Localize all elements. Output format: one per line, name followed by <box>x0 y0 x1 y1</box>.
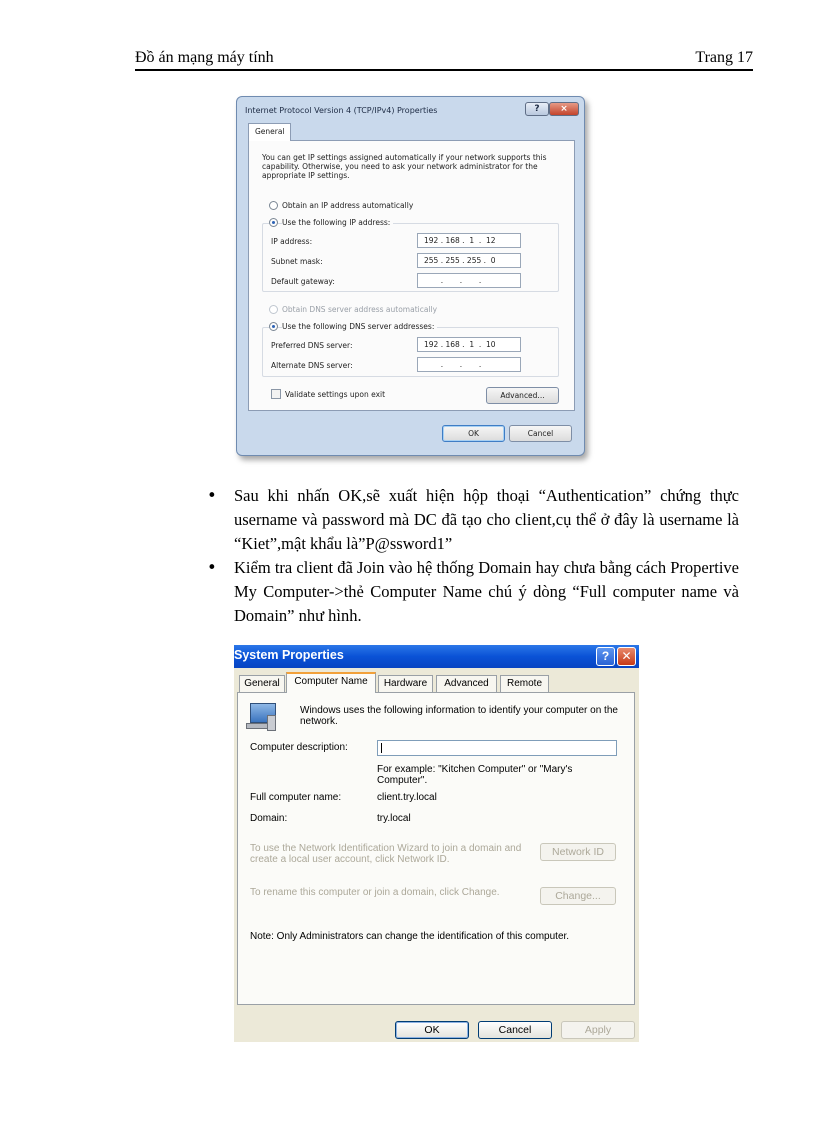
tab-general[interactable]: General <box>239 675 285 692</box>
alternate-dns-field[interactable]: . . . <box>417 357 521 372</box>
subnet-mask-field[interactable]: 255 . 255 . 255 . 0 <box>417 253 521 268</box>
tab-computer-name[interactable]: Computer Name <box>286 672 376 693</box>
tab-remote[interactable]: Remote <box>500 675 549 692</box>
close-icon: ✕ <box>621 649 632 663</box>
page-number: Trang 17 <box>695 49 753 66</box>
dialog-title: System Properties <box>234 648 344 662</box>
radio-ip-manual[interactable] <box>269 218 278 227</box>
dialog-title: Internet Protocol Version 4 (TCP/IPv4) Properties <box>245 106 438 115</box>
page-header <box>135 47 753 71</box>
system-properties-dialog <box>234 645 639 1042</box>
network-id-text: To use the Network Identification Wizard to join a domain and create a local user account, click Network ID. <box>250 843 522 865</box>
full-computer-name-value: client.try.local <box>377 792 437 803</box>
help-button[interactable] <box>525 102 549 116</box>
subnet-mask-label: Subnet mask: <box>271 257 323 266</box>
preferred-dns-label: Preferred DNS server: <box>271 341 353 350</box>
title-bar <box>234 645 639 668</box>
bullet-item-authentication: • Sau khi nhấn OK,sẽ xuất hiện hộp thoại “Authentication” chứng thực username và password mà DC đã tạo cho client,cụ thể ở đây là username là “Kiet”,mật khẩu là”P@ssword1” <box>205 484 739 556</box>
close-button[interactable] <box>549 102 579 116</box>
bullet-item-verify-domain: • Kiểm tra client đã Join vào hệ thống Domain hay chưa bằng cách Propertive My Computer->thẻ Computer Name chú ý dòng “Full computer name và Domain” như hình. <box>205 556 739 628</box>
text-caret <box>381 743 382 753</box>
keyboard-icon <box>246 723 268 729</box>
admin-note: Note: Only Administrators can change the identification of this computer. <box>250 931 570 942</box>
help-icon: ? <box>601 649 610 663</box>
domain-value: try.local <box>377 813 411 824</box>
radio-dns-auto-label: Obtain DNS server address automatically <box>282 305 438 314</box>
tab-advanced[interactable]: Advanced <box>436 675 497 692</box>
radio-dns-manual-label: Use the following DNS server addresses: <box>282 322 437 331</box>
computer-description-input[interactable] <box>377 740 617 756</box>
radio-dns-manual[interactable] <box>269 322 278 331</box>
radio-ip-manual-label: Use the following IP address: <box>282 218 393 227</box>
radio-ip-auto[interactable] <box>269 201 278 210</box>
close-icon: × <box>560 104 568 114</box>
header-title: Đồ án mạng máy tính <box>135 49 274 66</box>
ok-button[interactable]: OK <box>442 425 505 442</box>
preferred-dns-field[interactable]: 192 . 168 . 1 . 10 <box>417 337 521 352</box>
ip-address-label: IP address: <box>271 237 313 246</box>
validate-label: Validate settings upon exit <box>285 390 386 399</box>
bullet-list <box>205 484 739 628</box>
ok-button[interactable]: OK <box>395 1021 469 1039</box>
ipv4-properties-dialog <box>236 96 585 456</box>
rename-text: To rename this computer or join a domain, click Change. <box>250 887 500 898</box>
gateway-label: Default gateway: <box>271 277 335 286</box>
tower-icon <box>267 715 276 731</box>
example-text: For example: "Kitchen Computer" or "Mary's Computer". <box>377 764 573 786</box>
help-icon: ? <box>534 104 540 114</box>
computer-description-label: Computer description: <box>250 742 348 753</box>
radio-dns-auto[interactable] <box>269 305 278 314</box>
cancel-button[interactable]: Cancel <box>478 1021 552 1039</box>
network-id-button[interactable]: Network ID <box>540 843 616 861</box>
dialog-description: You can get IP settings assigned automatically if your network supports this capability. Otherwise, you need to ask your network administrator for the appropriate IP settings. <box>262 153 547 180</box>
gateway-field[interactable]: . . . <box>417 273 521 288</box>
advanced-button[interactable]: Advanced... <box>486 387 559 404</box>
tab-hardware[interactable]: Hardware <box>378 675 433 692</box>
full-computer-name-label: Full computer name: <box>250 792 342 803</box>
validate-checkbox[interactable] <box>271 389 281 399</box>
intro-text: Windows uses the following information to identify your computer on the network. <box>300 705 618 727</box>
help-button[interactable] <box>596 647 615 666</box>
tab-general[interactable]: General <box>248 123 291 141</box>
apply-button[interactable]: Apply <box>561 1021 635 1039</box>
domain-label: Domain: <box>250 813 288 824</box>
radio-ip-auto-label: Obtain an IP address automatically <box>282 201 414 210</box>
change-button[interactable]: Change... <box>540 887 616 905</box>
cancel-button[interactable]: Cancel <box>509 425 572 442</box>
ip-address-field[interactable]: 192 . 168 . 1 . 12 <box>417 233 521 248</box>
alternate-dns-label: Alternate DNS server: <box>271 361 353 370</box>
general-panel <box>248 140 575 411</box>
close-button[interactable] <box>617 647 636 666</box>
